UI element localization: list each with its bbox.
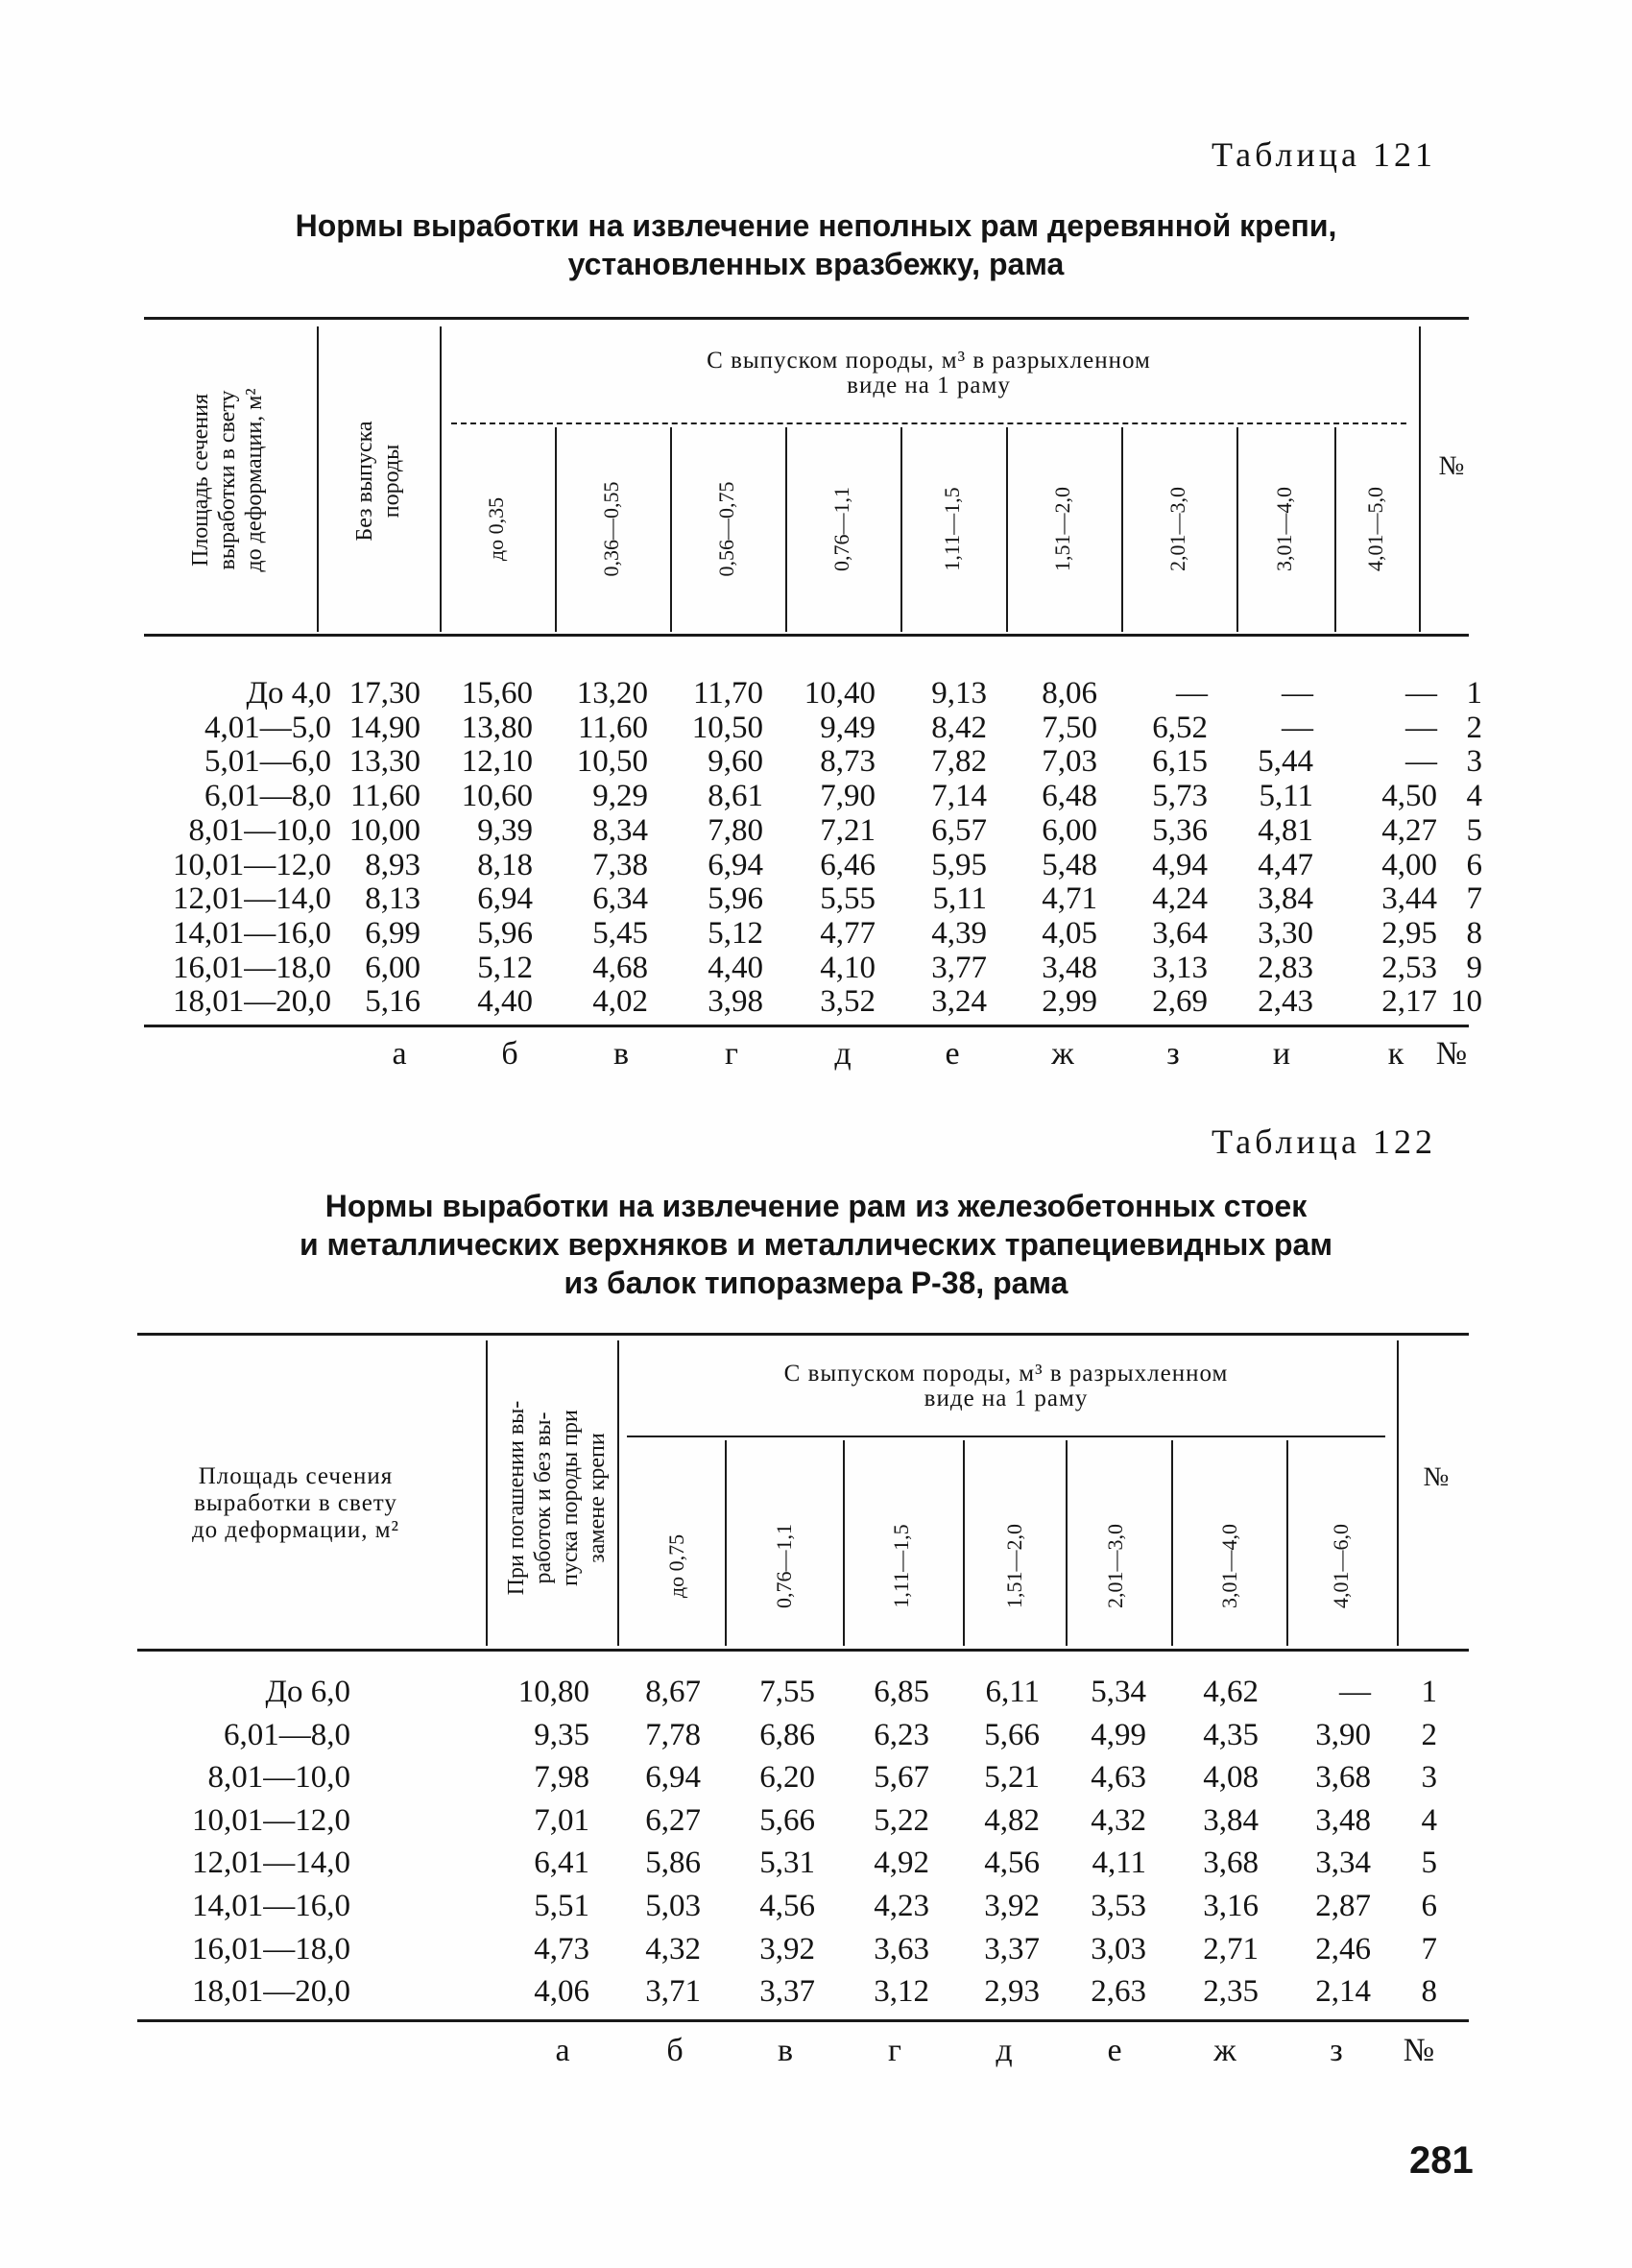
table-121-value-cell: 17,30 [348, 676, 420, 711]
table-121-value-cell: 5,12 [477, 951, 533, 985]
table-121-value-cell: 6,46 [820, 848, 876, 882]
table-122-footer-no: № [1403, 2033, 1435, 2068]
table-122-area-cell: 8,01—10,0 [207, 1760, 350, 1795]
table-121-value-cell: 4,47 [1258, 848, 1313, 882]
table-121-value-cell: 3,84 [1258, 881, 1313, 916]
table-122-value-cell: 4,56 [759, 1889, 815, 1923]
table-122-vline [1066, 1440, 1068, 1646]
table-121-value-cell: 14,90 [348, 711, 420, 745]
table-121-area-cell: 8,01—10,0 [188, 813, 331, 848]
table-121-value-cell: 4,71 [1042, 881, 1097, 916]
table-121-row-number: 3 [1466, 744, 1482, 779]
table-121-value-cell: 3,64 [1152, 916, 1208, 951]
table-121-sub-header: 4,01—5,0 [1363, 487, 1387, 571]
table-122-value-cell: 2,46 [1315, 1932, 1371, 1966]
table-122-header-area [137, 1463, 454, 1544]
table-121-header-rule [144, 634, 1469, 637]
table-122-value-cell: 6,27 [645, 1803, 701, 1838]
table-122-row-number: 7 [1421, 1932, 1437, 1966]
table-121-value-cell: 6,94 [477, 881, 533, 916]
table-122-value-cell: 5,21 [984, 1760, 1040, 1795]
table-121-header-super [451, 349, 1406, 398]
table-121-value-cell: 8,18 [477, 848, 533, 882]
table-122-vline [1397, 1340, 1399, 1646]
table-121-value-cell: 8,73 [820, 744, 876, 779]
table-121-value-cell: 10,40 [804, 676, 876, 711]
table-121-value-cell: 3,52 [820, 984, 876, 1019]
header-line: замене крепи [585, 1433, 610, 1563]
table-122-footer-letter: з [1330, 2033, 1343, 2068]
table-121-value-cell: 10,50 [576, 744, 648, 779]
table-122-footer-letter: б [666, 2033, 684, 2068]
table-121-footer-letter: б [501, 1036, 518, 1072]
table-121-value-cell: 15,60 [461, 676, 533, 711]
table-121-vline [1419, 326, 1421, 632]
table-121-sub-header: 1,51—2,0 [1050, 487, 1074, 571]
table-122-sub-header: 2,01—3,0 [1103, 1524, 1127, 1608]
table-122-footer-letter: г [888, 2033, 901, 2068]
table-121-value-cell: 2,99 [1042, 984, 1097, 1019]
table-121-value-cell: 4,24 [1152, 881, 1208, 916]
table-121-value-cell: 4,00 [1381, 848, 1437, 882]
table-122-value-cell: 4,99 [1091, 1718, 1146, 1752]
table-121-value-cell: 5,44 [1258, 744, 1313, 779]
table-122-row-number: 5 [1421, 1846, 1437, 1880]
table-122-value-cell: 4,35 [1203, 1718, 1259, 1752]
table-121-row-number: 10 [1451, 984, 1482, 1019]
table-121-value-cell: — [1405, 676, 1437, 711]
table-121-footer-letter: а [392, 1036, 407, 1072]
table-121-value-cell: 5,11 [932, 881, 987, 916]
table-122-value-cell: 5,67 [874, 1760, 929, 1795]
table-121-value-cell: 4,05 [1042, 916, 1097, 951]
table-122-top-rule [137, 1333, 1469, 1336]
table-122-area-cell: 18,01—20,0 [192, 1974, 350, 2009]
table-121-footer-letter: д [834, 1036, 852, 1072]
table-121-row-number: 5 [1466, 813, 1482, 848]
table-122-footer-letter: д [996, 2033, 1013, 2068]
table-121-value-cell: 4,10 [820, 951, 876, 985]
table-121-bottom-rule [144, 1025, 1469, 1027]
table-122-row-number: 4 [1421, 1803, 1437, 1838]
table-121-value-cell: 7,80 [708, 813, 763, 848]
table-121-value-cell: 13,20 [576, 676, 648, 711]
table-122-value-cell: 4,56 [984, 1846, 1040, 1880]
table-122-area-cell: До 6,0 [265, 1675, 350, 1709]
header-line: При погашении вы- [504, 1400, 529, 1596]
table-122-value-cell: 2,14 [1315, 1974, 1371, 2009]
table-121-vline [1334, 427, 1336, 632]
table-122-row-number: 8 [1421, 1974, 1437, 2009]
table-122-title-line-3: из балок типоразмера Р-38, рама [564, 1266, 1068, 1300]
table-122-value-cell: 5,34 [1091, 1675, 1146, 1709]
table-122-value-cell: 4,11 [1092, 1846, 1146, 1880]
table-122-value-cell: 3,37 [984, 1932, 1040, 1966]
header-line: виде на 1 раму [924, 1386, 1089, 1411]
table-122-value-cell: 3,71 [645, 1974, 701, 2009]
table-121-footer-letter: е [945, 1036, 960, 1072]
table-122-value-cell: 3,92 [984, 1889, 1040, 1923]
table-122-value-cell: 3,12 [874, 1974, 929, 2009]
table-122-sub-header: 4,01—6,0 [1329, 1524, 1353, 1608]
table-121-vline [670, 427, 672, 632]
table-121-value-cell: 6,52 [1152, 711, 1208, 745]
table-122-value-cell: 6,23 [874, 1718, 929, 1752]
table-121-value-cell: 5,96 [477, 916, 533, 951]
table-121-value-cell: 8,61 [708, 779, 763, 813]
table-122-value-cell: 3,68 [1203, 1846, 1259, 1880]
table-121-value-cell: — [1405, 744, 1437, 779]
table-122-vline [1171, 1440, 1173, 1646]
table-121-value-cell: 4,81 [1258, 813, 1313, 848]
table-122-value-cell: 4,08 [1203, 1760, 1259, 1795]
table-121-value-cell: 8,42 [931, 711, 987, 745]
table-121-row-number: 9 [1466, 951, 1482, 985]
table-121-area-cell: 14,01—16,0 [173, 916, 331, 951]
table-122-value-cell: 6,94 [645, 1760, 701, 1795]
table-121-value-cell: — [1282, 711, 1313, 745]
table-121-vline [1006, 427, 1008, 632]
table-121-area-cell: 18,01—20,0 [173, 984, 331, 1019]
table-121-value-cell: 4,94 [1152, 848, 1208, 882]
header-line: выработки в свету [194, 1490, 397, 1516]
table-121-sub-header: 2,01—3,0 [1165, 487, 1189, 571]
header-line: Площадь сечения [198, 1463, 394, 1489]
table-121-value-cell: 4,27 [1381, 813, 1437, 848]
table-121-value-cell: — [1405, 711, 1437, 745]
table-121-value-cell: 3,44 [1381, 881, 1437, 916]
table-122-row-number: 3 [1421, 1760, 1437, 1795]
table-121-area-cell: 12,01—14,0 [173, 881, 331, 916]
table-121-vline [900, 427, 902, 632]
table-121-value-cell: 9,13 [931, 676, 987, 711]
table-121-sub-header: до 0,35 [484, 496, 508, 562]
table-121-value-cell: 5,73 [1152, 779, 1208, 813]
table-122-value-cell: 3,03 [1091, 1932, 1146, 1966]
table-121-value-cell: 3,98 [708, 984, 763, 1019]
table-122-value-cell: 5,03 [645, 1889, 701, 1923]
table-121-value-cell: 4,02 [592, 984, 648, 1019]
table-122-value-cell: 2,63 [1091, 1974, 1146, 2009]
table-122-row-number: 1 [1421, 1675, 1437, 1709]
table-121-value-cell: 11,60 [577, 711, 648, 745]
table-121-vline [317, 326, 319, 632]
table-122-value-cell: 3,90 [1315, 1718, 1371, 1752]
header-line: С выпуском породы, м³ в разрыхленном [783, 1361, 1229, 1387]
table-121-value-cell: 10,00 [348, 813, 420, 848]
table-121-row-number: 2 [1466, 711, 1482, 745]
table-121-value-cell: 7,14 [931, 779, 987, 813]
table-121-value-cell: 4,40 [708, 951, 763, 985]
table-122-value-cell: 10,80 [517, 1675, 589, 1709]
table-122-row-number: 6 [1421, 1889, 1437, 1923]
table-122-value-cell: 3,16 [1203, 1889, 1259, 1923]
table-121-value-cell: 2,17 [1381, 984, 1437, 1019]
table-122-footer-letter: ж [1213, 2033, 1236, 2068]
table-121-value-cell: 4,77 [820, 916, 876, 951]
page-number: 281 [1409, 2139, 1474, 2182]
table-122-value-cell: 4,82 [984, 1803, 1040, 1838]
table-121-row-number: 7 [1466, 881, 1482, 916]
table-122-value-cell: 4,32 [1091, 1803, 1146, 1838]
table-122-footer-letter: е [1107, 2033, 1122, 2068]
table-122-value-cell: 7,98 [534, 1760, 589, 1795]
table-121-value-cell: 8,13 [365, 881, 420, 916]
table-121-value-cell: 6,99 [365, 916, 420, 951]
table-121-value-cell: 8,06 [1042, 676, 1097, 711]
table-121-title-line-2: установленных вразбежку, рама [567, 247, 1065, 281]
header-line: Без выпуска [352, 421, 377, 542]
table-122-value-cell: 4,63 [1091, 1760, 1146, 1795]
table-122-value-cell: 2,35 [1203, 1974, 1259, 2009]
table-122-value-cell: 4,23 [874, 1889, 929, 1923]
table-122-value-cell: 6,85 [874, 1675, 929, 1709]
table-122-value-cell: 3,48 [1315, 1803, 1371, 1838]
table-121-value-cell: 7,03 [1042, 744, 1097, 779]
table-121-value-cell: 10,60 [461, 779, 533, 813]
table-122-value-cell: 6,11 [985, 1675, 1040, 1709]
table-121-header-no-release [351, 347, 405, 615]
table-121-value-cell: — [1282, 676, 1313, 711]
table-121-row-number: 8 [1466, 916, 1482, 951]
table-121-value-cell: 5,48 [1042, 848, 1097, 882]
table-122-area-cell: 10,01—12,0 [192, 1803, 350, 1838]
table-121-vline [440, 326, 442, 632]
table-122-row-number: 2 [1421, 1718, 1437, 1752]
table-122-area-cell: 16,01—18,0 [192, 1932, 350, 1966]
table-122-label: Таблица 122 [1212, 1122, 1436, 1161]
table-122-value-cell: 5,22 [874, 1803, 929, 1838]
table-121-sub-header: 0,56—0,75 [714, 481, 738, 577]
table-121-footer-no: № [1435, 1036, 1468, 1072]
table-121-value-cell: 7,21 [820, 813, 876, 848]
table-122-area-cell: 14,01—16,0 [192, 1889, 350, 1923]
table-122-bottom-rule [137, 2019, 1469, 2022]
header-line: Площадь сечения [188, 393, 213, 567]
header-line: работок и без вы- [531, 1411, 556, 1584]
table-121-value-cell: 9,49 [820, 711, 876, 745]
table-122-footer-letter: а [555, 2033, 570, 2068]
table-122-value-cell: 7,01 [534, 1803, 589, 1838]
table-121-vline [1236, 427, 1238, 632]
table-122-value-cell: 4,62 [1203, 1675, 1259, 1709]
table-121-value-cell: 5,36 [1152, 813, 1208, 848]
table-122-value-cell: 2,71 [1203, 1932, 1259, 1966]
table-121-label: Таблица 121 [1212, 135, 1436, 174]
table-122-value-cell: 9,35 [534, 1718, 589, 1752]
table-122-area-cell: 12,01—14,0 [192, 1846, 350, 1880]
table-122-sub-header: 1,11—1,5 [889, 1524, 913, 1608]
table-122-value-cell: 5,51 [534, 1889, 589, 1923]
table-121-value-cell: 3,24 [931, 984, 987, 1019]
table-122-value-cell: 5,66 [759, 1803, 815, 1838]
table-121-value-cell: 12,10 [461, 744, 533, 779]
table-122-value-cell: 3,63 [874, 1932, 929, 1966]
table-121-title [144, 206, 1488, 283]
table-122-value-cell: 6,20 [759, 1760, 815, 1795]
table-122-value-cell: 4,73 [534, 1932, 589, 1966]
table-121-value-cell: 2,69 [1152, 984, 1208, 1019]
table-121-value-cell: 7,82 [931, 744, 987, 779]
table-121-area-cell: 4,01—5,0 [204, 711, 331, 745]
table-122-value-cell: 6,41 [534, 1846, 589, 1880]
table-121-row-number: 1 [1466, 676, 1482, 711]
table-121-value-cell: 5,16 [365, 984, 420, 1019]
table-121-value-cell: 6,48 [1042, 779, 1097, 813]
table-121-value-cell: 6,15 [1152, 744, 1208, 779]
table-122-value-cell: 3,53 [1091, 1889, 1146, 1923]
table-121-value-cell: 2,95 [1381, 916, 1437, 951]
table-121-header-no: № [1438, 451, 1465, 481]
table-121-footer-letter: к [1387, 1036, 1404, 1072]
table-121-value-cell: 6,94 [708, 848, 763, 882]
table-121-value-cell: 5,12 [708, 916, 763, 951]
table-121-vline [785, 427, 787, 632]
table-122-value-cell: 2,93 [984, 1974, 1040, 2009]
table-122-value-cell: 3,37 [759, 1974, 815, 2009]
table-122-vline [1286, 1440, 1288, 1646]
table-121-value-cell: 2,83 [1258, 951, 1313, 985]
table-122-vline [486, 1340, 488, 1646]
table-121-value-cell: 13,30 [348, 744, 420, 779]
table-122-vline [963, 1440, 965, 1646]
table-122-header-replace [503, 1354, 611, 1642]
table-121-value-cell: 7,90 [820, 779, 876, 813]
table-121-area-cell: До 4,0 [246, 676, 331, 711]
table-121-vline [1121, 427, 1123, 632]
table-122-sub-header: до 0,75 [664, 1533, 688, 1599]
table-121-row-number: 6 [1466, 848, 1482, 882]
table-121-value-cell: 4,39 [931, 916, 987, 951]
table-122-title-line-1: Нормы выработки на извлечение рам из железобетонных стоек [324, 1189, 1308, 1223]
table-121-value-cell: 2,43 [1258, 984, 1313, 1019]
table-122-value-cell: 5,86 [645, 1846, 701, 1880]
table-121-value-cell: 6,57 [931, 813, 987, 848]
table-122-title [144, 1187, 1488, 1302]
table-121-sub-header: 1,11—1,5 [940, 487, 964, 571]
header-line: выработки в свету [215, 390, 240, 570]
table-122-sub-header: 0,76—1,1 [772, 1524, 796, 1608]
table-122-value-cell: 5,66 [984, 1718, 1040, 1752]
table-122-title-line-2: и металлических верхняков и металлических трапециевидных рам [299, 1227, 1333, 1262]
table-121-value-cell: 3,30 [1258, 916, 1313, 951]
table-121-footer-letter: г [725, 1036, 738, 1072]
table-121-area-cell: 6,01—8,0 [204, 779, 331, 813]
table-121-value-cell: 11,60 [349, 779, 420, 813]
table-122-sub-header: 3,01—4,0 [1217, 1524, 1241, 1608]
table-121-value-cell: 6,00 [1042, 813, 1097, 848]
table-122-header-super [627, 1362, 1385, 1411]
table-122-value-cell: 5,31 [759, 1846, 815, 1880]
table-122-header-rule [137, 1649, 1469, 1652]
table-121-sub-header: 0,76—1,1 [829, 487, 853, 571]
table-121-value-cell: 4,68 [592, 951, 648, 985]
table-121-footer-letter: з [1166, 1036, 1180, 1072]
table-122-sub-header: 1,51—2,0 [1002, 1524, 1026, 1608]
table-122-value-cell: 3,92 [759, 1932, 815, 1966]
table-121-value-cell: 5,95 [931, 848, 987, 882]
table-121-value-cell: 4,50 [1381, 779, 1437, 813]
table-121-value-cell: 9,29 [592, 779, 648, 813]
table-121-sub-header: 3,01—4,0 [1272, 487, 1296, 571]
table-121-value-cell: 5,45 [592, 916, 648, 951]
table-122-value-cell: 8,67 [645, 1675, 701, 1709]
table-121-row-number: 4 [1466, 779, 1482, 813]
table-121-value-cell: 9,39 [477, 813, 533, 848]
table-122-area-cell: 6,01—8,0 [224, 1718, 350, 1752]
table-121-footer-letter: ж [1051, 1036, 1074, 1072]
table-122-value-cell: 4,32 [645, 1932, 701, 1966]
table-122-value-cell: 4,06 [534, 1974, 589, 2009]
table-122-value-cell: 3,68 [1315, 1760, 1371, 1795]
table-121-value-cell: 9,60 [708, 744, 763, 779]
table-121-value-cell: 4,40 [477, 984, 533, 1019]
table-122-value-cell: 6,86 [759, 1718, 815, 1752]
table-122-value-cell: 7,55 [759, 1675, 815, 1709]
table-121-footer-letter: в [612, 1036, 630, 1072]
table-122-subheader-rule [627, 1436, 1385, 1437]
table-121-area-cell: 10,01—12,0 [173, 848, 331, 882]
table-122-value-cell: 3,84 [1203, 1803, 1259, 1838]
table-121-value-cell: 6,00 [365, 951, 420, 985]
table-121-value-cell: 13,80 [461, 711, 533, 745]
table-121-value-cell: 8,34 [592, 813, 648, 848]
table-121-value-cell: 8,93 [365, 848, 420, 882]
table-121-value-cell: 6,34 [592, 881, 648, 916]
table-121-subheader-rule [451, 422, 1406, 424]
table-122-value-cell: 7,78 [645, 1718, 701, 1752]
table-121-value-cell: 3,13 [1152, 951, 1208, 985]
table-121-area-cell: 16,01—18,0 [173, 951, 331, 985]
table-122-vline [617, 1340, 619, 1646]
table-122-value-cell: 2,87 [1315, 1889, 1371, 1923]
table-121-footer-letter: и [1272, 1036, 1291, 1072]
table-121-value-cell: 7,38 [592, 848, 648, 882]
table-121-value-cell: 2,53 [1381, 951, 1437, 985]
table-121-value-cell: — [1176, 676, 1208, 711]
table-122-footer-letter: в [777, 2033, 794, 2068]
table-121-value-cell: 10,50 [691, 711, 763, 745]
table-121-sub-header: 0,36—0,55 [599, 481, 623, 577]
header-line: до деформации, м² [191, 1517, 400, 1543]
header-line: виде на 1 раму [847, 373, 1011, 398]
table-121-value-cell: 3,77 [931, 951, 987, 985]
table-122-value-cell: 4,92 [874, 1846, 929, 1880]
table-121-vline [555, 427, 557, 632]
table-121-header-area [187, 336, 274, 624]
table-121-value-cell: 5,96 [708, 881, 763, 916]
table-122-value-cell: — [1339, 1675, 1371, 1709]
header-line: породы [379, 444, 404, 519]
table-122-vline [843, 1440, 845, 1646]
table-121-value-cell: 7,50 [1042, 711, 1097, 745]
table-122-vline [725, 1440, 727, 1646]
table-121-title-line-1: Нормы выработки на извлечение неполных рам деревянной крепи, [295, 208, 1337, 243]
table-121-top-rule [144, 317, 1469, 320]
table-121-area-cell: 5,01—6,0 [204, 744, 331, 779]
table-122-value-cell: 3,34 [1315, 1846, 1371, 1880]
header-line: пуска породы при [558, 1410, 583, 1586]
table-121-value-cell: 11,70 [692, 676, 763, 711]
header-line: до деформации, м² [242, 388, 267, 572]
table-121-value-cell: 5,11 [1259, 779, 1313, 813]
header-line: С выпуском породы, м³ в разрыхленном [707, 348, 1151, 374]
table-121-value-cell: 3,48 [1042, 951, 1097, 985]
table-121-value-cell: 5,55 [820, 881, 876, 916]
table-122-header-no: № [1423, 1462, 1450, 1492]
